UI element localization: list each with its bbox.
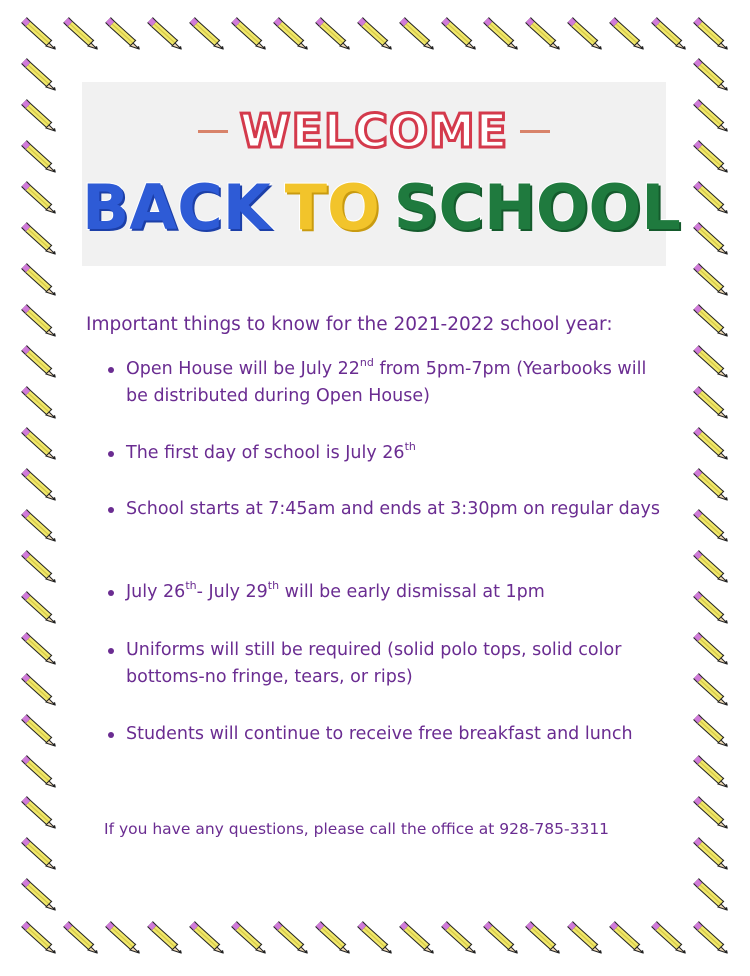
pencil-icon <box>24 143 56 173</box>
contact-footer: If you have any questions, please call the office at 928-785-3311 <box>104 820 610 838</box>
welcome-row <box>82 96 666 166</box>
pencil-icon <box>318 20 350 50</box>
pencil-icon <box>696 348 728 378</box>
school-word: SCHOOL <box>393 171 681 244</box>
pencil-icon <box>24 717 56 747</box>
pencil-icon <box>24 512 56 542</box>
pencil-icon <box>696 143 728 173</box>
welcome-text: WELCOME <box>239 104 509 158</box>
pencil-icon <box>24 553 56 583</box>
pencil-icon <box>192 20 224 50</box>
pencil-icon <box>486 20 518 50</box>
pencil-icon <box>24 184 56 214</box>
pencil-icon <box>24 430 56 460</box>
pencil-icon <box>696 635 728 665</box>
pencil-icon <box>696 20 728 50</box>
pencil-icon <box>528 924 560 954</box>
pencil-icon <box>528 20 560 50</box>
pencil-icon <box>24 389 56 419</box>
pencil-icon <box>24 924 56 954</box>
welcome-dash-left <box>198 130 228 133</box>
list-item-meals: Students will continue to receive free breakfast and lunch <box>106 721 671 748</box>
pencil-icon <box>654 20 686 50</box>
pencil-icon <box>24 840 56 870</box>
pencil-icon <box>444 924 476 954</box>
pencil-icon <box>150 20 182 50</box>
pencil-icon <box>696 389 728 419</box>
pencil-icon <box>696 594 728 624</box>
pencil-icon <box>696 799 728 829</box>
pencil-icon <box>24 307 56 337</box>
welcome-banner <box>82 82 681 266</box>
pencil-icon <box>696 758 728 788</box>
pencil-icon <box>696 102 728 132</box>
to-word: TO <box>284 171 380 244</box>
list-item-first-day: The first day of school is July 26th <box>106 440 671 467</box>
pencil-icon <box>24 676 56 706</box>
pencil-icon <box>612 924 644 954</box>
pencil-icon <box>318 924 350 954</box>
pencil-icon <box>150 924 182 954</box>
pencil-icon <box>696 61 728 91</box>
pencil-icon <box>24 348 56 378</box>
pencil-icon <box>234 20 266 50</box>
pencil-icon <box>570 20 602 50</box>
pencil-icon <box>108 20 140 50</box>
pencil-icon <box>696 553 728 583</box>
pencil-icon <box>24 799 56 829</box>
pencil-icon <box>234 924 266 954</box>
pencil-icon <box>654 924 686 954</box>
pencil-icon <box>24 881 56 911</box>
welcome-dash-right <box>520 130 550 133</box>
pencil-icon <box>696 924 728 954</box>
pencil-icon <box>24 635 56 665</box>
list-item-open-house: Open House will be July 22nd from 5pm-7pm (Yearbooks will be distributed during Open House) <box>106 356 671 410</box>
pencil-icon <box>696 840 728 870</box>
pencil-icon <box>24 225 56 255</box>
back-word: BACK <box>82 171 271 244</box>
pencil-icon <box>24 266 56 296</box>
pencil-icon <box>192 924 224 954</box>
pencil-icon <box>612 20 644 50</box>
pencil-icon <box>66 924 98 954</box>
pencil-icon <box>696 266 728 296</box>
pencil-icon <box>696 430 728 460</box>
pencil-icon <box>696 717 728 747</box>
pencil-icon <box>24 20 56 50</box>
pencil-icon <box>108 924 140 954</box>
pencil-icon <box>276 20 308 50</box>
back-to-school-title <box>82 164 681 252</box>
pencil-icon <box>402 20 434 50</box>
list-item-early-dismissal: July 26th- July 29th will be early dismissal at 1pm <box>106 579 671 606</box>
pencil-icon <box>66 20 98 50</box>
pencil-icon <box>696 676 728 706</box>
pencil-icon <box>24 758 56 788</box>
pencil-icon <box>24 471 56 501</box>
list-item-school-hours: School starts at 7:45am and ends at 3:30pm on regular days <box>106 496 671 523</box>
pencil-icon <box>24 61 56 91</box>
pencil-icon <box>24 594 56 624</box>
pencil-icon <box>696 184 728 214</box>
pencil-icon <box>24 102 56 132</box>
pencil-icon <box>276 924 308 954</box>
list-item-uniforms: Uniforms will still be required (solid polo tops, solid color bottoms-no fringe, tears, or rips) <box>106 637 671 691</box>
pencil-icon <box>402 924 434 954</box>
pencil-icon <box>696 225 728 255</box>
intro-heading: Important things to know for the 2021-2022 school year: <box>86 314 613 335</box>
pencil-icon <box>696 471 728 501</box>
pencil-icon <box>570 924 602 954</box>
pencil-icon <box>360 20 392 50</box>
pencil-icon <box>696 881 728 911</box>
pencil-icon <box>444 20 476 50</box>
pencil-icon <box>696 512 728 542</box>
pencil-icon <box>360 924 392 954</box>
pencil-icon <box>486 924 518 954</box>
